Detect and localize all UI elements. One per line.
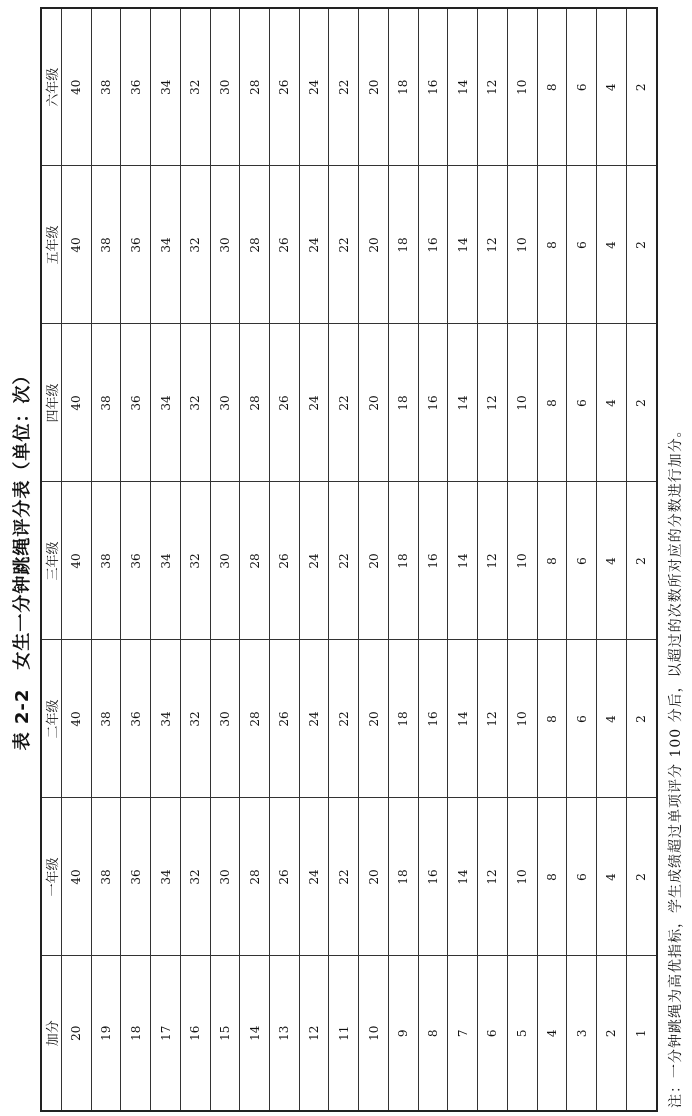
- table-row: [240, 8, 270, 1111]
- jump-count-cell: 24: [299, 8, 329, 166]
- jump-count-cell: 4: [596, 640, 626, 798]
- jump-count-cell: 10: [507, 324, 537, 482]
- jump-count-cell: 30: [210, 640, 240, 798]
- jump-count-cell: 34: [151, 640, 181, 798]
- jump-count-cell: 10: [507, 482, 537, 640]
- jump-count-cell: 10: [507, 798, 537, 956]
- jump-count-cell: 22: [329, 798, 359, 956]
- table-row: [537, 8, 567, 1111]
- jump-count-cell: 12: [478, 798, 508, 956]
- jump-count-cell: 16: [418, 166, 448, 324]
- table-row: [388, 8, 418, 1111]
- jump-count-cell: 26: [270, 8, 300, 166]
- jump-count-cell: 32: [180, 8, 210, 166]
- jump-count-cell: 14: [448, 482, 478, 640]
- jump-count-cell: 4: [596, 166, 626, 324]
- jump-count-cell: 14: [448, 166, 478, 324]
- column-header: 六年级: [41, 8, 62, 166]
- table-row: [418, 8, 448, 1111]
- column-header: 二年级: [41, 640, 62, 798]
- jump-count-cell: 16: [418, 324, 448, 482]
- jump-count-cell: 36: [121, 166, 151, 324]
- table-row: [478, 8, 508, 1111]
- bonus-points-cell: 11: [329, 956, 359, 1111]
- jump-count-cell: 28: [240, 8, 270, 166]
- jump-count-cell: 34: [151, 482, 181, 640]
- bonus-points-cell: 20: [62, 956, 92, 1111]
- jump-count-cell: 24: [299, 798, 329, 956]
- jump-count-cell: 14: [448, 798, 478, 956]
- jump-count-cell: 26: [270, 324, 300, 482]
- bonus-points-cell: 4: [537, 956, 567, 1111]
- table-row: [210, 8, 240, 1111]
- jump-count-cell: 28: [240, 324, 270, 482]
- jump-count-cell: 24: [299, 482, 329, 640]
- jump-count-cell: 6: [567, 798, 597, 956]
- jump-count-cell: 26: [270, 640, 300, 798]
- jump-count-cell: 6: [567, 482, 597, 640]
- jump-count-cell: 28: [240, 798, 270, 956]
- column-header: 五年级: [41, 166, 62, 324]
- jump-count-cell: 8: [537, 482, 567, 640]
- table-row: [180, 8, 210, 1111]
- table-body: [62, 8, 658, 1111]
- jump-count-cell: 20: [359, 482, 389, 640]
- column-header: 加分: [41, 956, 62, 1111]
- jump-count-cell: 18: [388, 482, 418, 640]
- jump-count-cell: 6: [567, 166, 597, 324]
- jump-count-cell: 12: [478, 324, 508, 482]
- table-note: 注：一分钟跳绳为高优指标，学生成绩超过单项评分 100 分后，以超过的次数所对应的分数进行加分。: [668, 422, 684, 1108]
- table-row: [62, 8, 92, 1111]
- jump-count-cell: 20: [359, 640, 389, 798]
- bonus-points-cell: 14: [240, 956, 270, 1111]
- jump-count-cell: 38: [91, 324, 121, 482]
- jump-count-cell: 38: [91, 8, 121, 166]
- jump-count-cell: 16: [418, 8, 448, 166]
- bonus-points-cell: 9: [388, 956, 418, 1111]
- jump-count-cell: 12: [478, 8, 508, 166]
- jump-count-cell: 40: [62, 482, 92, 640]
- score-table: [40, 7, 658, 1112]
- jump-count-cell: 18: [388, 166, 418, 324]
- jump-count-cell: 18: [388, 798, 418, 956]
- jump-count-cell: 18: [388, 8, 418, 166]
- jump-count-cell: 2: [626, 640, 657, 798]
- jump-count-cell: 8: [537, 798, 567, 956]
- jump-count-cell: 10: [507, 166, 537, 324]
- jump-count-cell: 30: [210, 166, 240, 324]
- column-header: 三年级: [41, 482, 62, 640]
- bonus-points-cell: 8: [418, 956, 448, 1111]
- table-row: [596, 8, 626, 1111]
- jump-count-cell: 24: [299, 324, 329, 482]
- bonus-points-cell: 5: [507, 956, 537, 1111]
- bonus-points-cell: 6: [478, 956, 508, 1111]
- jump-count-cell: 4: [596, 8, 626, 166]
- jump-count-cell: 18: [388, 640, 418, 798]
- column-header: 四年级: [41, 324, 62, 482]
- table-row: [91, 8, 121, 1111]
- table-row: [151, 8, 181, 1111]
- table-row: [448, 8, 478, 1111]
- bonus-points-cell: 17: [151, 956, 181, 1111]
- jump-count-cell: 32: [180, 166, 210, 324]
- jump-count-cell: 30: [210, 324, 240, 482]
- bonus-points-cell: 13: [270, 956, 300, 1111]
- jump-count-cell: 14: [448, 640, 478, 798]
- jump-count-cell: 6: [567, 640, 597, 798]
- jump-count-cell: 10: [507, 8, 537, 166]
- jump-count-cell: 22: [329, 640, 359, 798]
- jump-count-cell: 34: [151, 166, 181, 324]
- jump-count-cell: 20: [359, 166, 389, 324]
- jump-count-cell: 36: [121, 482, 151, 640]
- table-row: [329, 8, 359, 1111]
- jump-count-cell: 22: [329, 482, 359, 640]
- jump-count-cell: 38: [91, 640, 121, 798]
- jump-count-cell: 4: [596, 482, 626, 640]
- bonus-points-cell: 1: [626, 956, 657, 1111]
- jump-count-cell: 24: [299, 640, 329, 798]
- jump-count-cell: 6: [567, 8, 597, 166]
- table-row: [507, 8, 537, 1111]
- column-header: 一年级: [41, 798, 62, 956]
- jump-count-cell: 34: [151, 324, 181, 482]
- jump-count-cell: 32: [180, 482, 210, 640]
- jump-count-cell: 38: [91, 482, 121, 640]
- jump-count-cell: 16: [418, 640, 448, 798]
- jump-count-cell: 8: [537, 324, 567, 482]
- jump-count-cell: 24: [299, 166, 329, 324]
- table-row: [121, 8, 151, 1111]
- table-row: [359, 8, 389, 1111]
- jump-count-cell: 22: [329, 324, 359, 482]
- jump-count-cell: 36: [121, 798, 151, 956]
- table-row: [626, 8, 657, 1111]
- jump-count-cell: 2: [626, 324, 657, 482]
- jump-count-cell: 32: [180, 324, 210, 482]
- jump-count-cell: 28: [240, 640, 270, 798]
- jump-count-cell: 22: [329, 166, 359, 324]
- bonus-points-cell: 12: [299, 956, 329, 1111]
- jump-count-cell: 8: [537, 166, 567, 324]
- jump-count-cell: 12: [478, 166, 508, 324]
- jump-count-cell: 36: [121, 8, 151, 166]
- jump-count-cell: 4: [596, 324, 626, 482]
- bonus-points-cell: 18: [121, 956, 151, 1111]
- jump-count-cell: 40: [62, 166, 92, 324]
- jump-count-cell: 6: [567, 324, 597, 482]
- jump-count-cell: 14: [448, 8, 478, 166]
- jump-count-cell: 12: [478, 482, 508, 640]
- jump-count-cell: 22: [329, 8, 359, 166]
- bonus-points-cell: 15: [210, 956, 240, 1111]
- jump-count-cell: 38: [91, 798, 121, 956]
- table-row: [567, 8, 597, 1111]
- jump-count-cell: 20: [359, 8, 389, 166]
- jump-count-cell: 20: [359, 324, 389, 482]
- jump-count-cell: 32: [180, 798, 210, 956]
- jump-count-cell: 8: [537, 8, 567, 166]
- jump-count-cell: 8: [537, 640, 567, 798]
- jump-count-cell: 38: [91, 166, 121, 324]
- bonus-points-cell: 7: [448, 956, 478, 1111]
- jump-count-cell: 40: [62, 324, 92, 482]
- jump-count-cell: 34: [151, 798, 181, 956]
- bonus-points-cell: 16: [180, 956, 210, 1111]
- jump-count-cell: 10: [507, 640, 537, 798]
- jump-count-cell: 26: [270, 166, 300, 324]
- bonus-points-cell: 2: [596, 956, 626, 1111]
- jump-count-cell: 2: [626, 166, 657, 324]
- jump-count-cell: 18: [388, 324, 418, 482]
- jump-count-cell: 30: [210, 482, 240, 640]
- jump-count-cell: 28: [240, 166, 270, 324]
- jump-count-cell: 40: [62, 8, 92, 166]
- jump-count-cell: 30: [210, 798, 240, 956]
- table-row: [299, 8, 329, 1111]
- jump-count-cell: 32: [180, 640, 210, 798]
- jump-count-cell: 16: [418, 798, 448, 956]
- jump-count-cell: 2: [626, 482, 657, 640]
- jump-count-cell: 12: [478, 640, 508, 798]
- score-table-container: [40, 7, 658, 1112]
- jump-count-cell: 40: [62, 798, 92, 956]
- bonus-points-cell: 3: [567, 956, 597, 1111]
- jump-count-cell: 36: [121, 324, 151, 482]
- table-title: 表 2-2 女生一分钟跳绳评分表（单位：次）: [12, 365, 33, 751]
- jump-count-cell: 16: [418, 482, 448, 640]
- jump-count-cell: 40: [62, 640, 92, 798]
- jump-count-cell: 4: [596, 798, 626, 956]
- table-header-row: [41, 8, 62, 1111]
- jump-count-cell: 26: [270, 482, 300, 640]
- bonus-points-cell: 10: [359, 956, 389, 1111]
- jump-count-cell: 2: [626, 798, 657, 956]
- jump-count-cell: 26: [270, 798, 300, 956]
- bonus-points-cell: 19: [91, 956, 121, 1111]
- jump-count-cell: 30: [210, 8, 240, 166]
- jump-count-cell: 36: [121, 640, 151, 798]
- jump-count-cell: 34: [151, 8, 181, 166]
- jump-count-cell: 14: [448, 324, 478, 482]
- jump-count-cell: 2: [626, 8, 657, 166]
- jump-count-cell: 20: [359, 798, 389, 956]
- table-row: [270, 8, 300, 1111]
- jump-count-cell: 28: [240, 482, 270, 640]
